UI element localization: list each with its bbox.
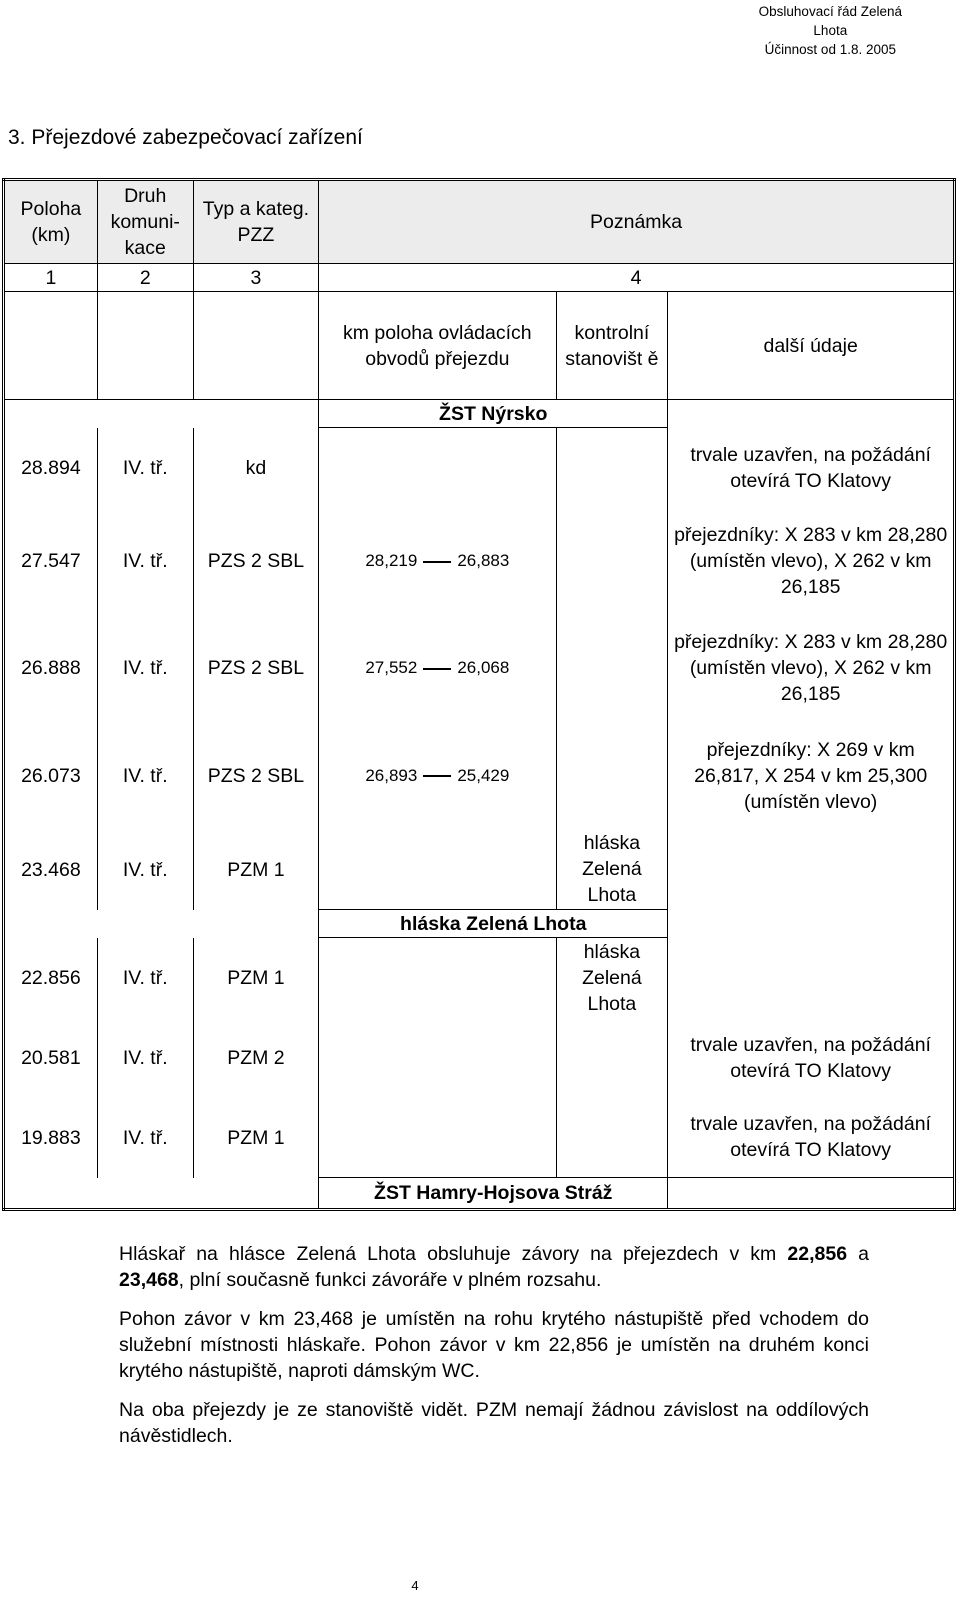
row-note: trvale uzavřen, na požádání otevírá TO Klatovy (668, 1098, 955, 1178)
station-row (4, 910, 955, 938)
table-row: 20.581 IV. tř. PZM 2 trvale uzavřen, na požádání otevírá TO Klatovy (4, 1018, 955, 1098)
row-note: přejezdníky: X 283 v km 28,280 (umístěn vlevo), X 262 v km 26,185 (668, 615, 955, 722)
row-kontrolni: hláska Zelená Lhota (556, 830, 668, 910)
table-header-row (4, 180, 955, 264)
table-index-row (4, 264, 955, 292)
col-index: 4 (319, 264, 955, 292)
km-pair: 27,552 26,068 (319, 615, 556, 722)
table-subheader-row (4, 292, 955, 400)
row-note: přejezdníky: X 283 v km 28,280 (umístěn vlevo), X 262 v km 26,185 (668, 508, 955, 615)
document-header (759, 2, 902, 59)
table-row: 28.894 IV. tř. kd trvale uzavřen, na požádání otevírá TO Klatovy (4, 428, 955, 508)
col-header-poloha: Poloha (km) (4, 180, 98, 264)
subheader-km-poloha: km poloha ovládacích obvodů přejezdu (319, 292, 556, 400)
row-note: přejezdníky: X 269 v km 26,817, X 254 v km 25,300 (umístěn vlevo) (668, 722, 955, 830)
col-index: 2 (97, 264, 193, 292)
col-index: 3 (193, 264, 319, 292)
station-mid: hláska Zelená Lhota (319, 910, 668, 938)
subheader-dalsi: další údaje (668, 292, 955, 400)
header-line-1: Obsluhovací řád Zelená (758, 4, 902, 19)
paragraph-3: Na oba přejezdy je ze stanoviště vidět. PZM nemají žádnou závislost na oddílových návěstidlech. (119, 1399, 869, 1447)
table-row: 26.888 IV. tř. PZS 2 SBL 27,552 26,068 přejezdníky: X 283 v km 28,280 (umístěn vlevo), X 262 v km 26,185 (4, 615, 955, 722)
col-index: 1 (4, 264, 98, 292)
paragraph-2: Pohon závor v km 23,468 je umístěn na rohu krytého nástupiště před vchodem do služební místnosti hláskaře. Pohon závor v km 22,856 je umístěn na druhém konci krytého nástupiště, naproti dámským WC. (119, 1308, 869, 1382)
km-pair: 26,893 25,429 (319, 722, 556, 830)
col-header-druh: Druh komuni-kace (97, 180, 193, 264)
station-bottom: ŽST Hamry-Hojsova Stráž (319, 1178, 668, 1210)
station-row (4, 1178, 955, 1210)
col-header-typ: Typ a kateg. PZZ (193, 180, 319, 264)
section-title: 3. Přejezdové zabezpečovací zařízení (8, 126, 363, 149)
row-kontrolni: hláska Zelená Lhota (556, 938, 668, 1018)
station-top: ŽST Nýrsko (319, 400, 668, 428)
col-header-poznamka: Poznámka (319, 180, 955, 264)
header-line-3: Účinnost od 1.8. 2005 (764, 42, 896, 57)
station-row (4, 400, 955, 428)
notes-section (119, 1241, 869, 1462)
subheader-kontrolni: kontrolní stanovišt ě (556, 292, 668, 400)
table-row: 23.468 IV. tř. PZM 1 hláska Zelená Lhota (4, 830, 955, 910)
row-note: trvale uzavřen, na požádání otevírá TO Klatovy (668, 428, 955, 508)
page-number: 4 (411, 1578, 419, 1593)
header-line-2: Lhota (813, 23, 848, 38)
row-note: trvale uzavřen, na požádání otevírá TO Klatovy (668, 1018, 955, 1098)
paragraph-1: Hláskař na hlásce Zelená Lhota obsluhuje závory na přejezdech v km 22,856 a 23,468, plní současně funkci závoráře v plném rozsahu. (119, 1243, 870, 1291)
level-crossing-table (2, 178, 956, 1211)
table-row: 22.856 IV. tř. PZM 1 hláska Zelená Lhota (4, 938, 955, 1018)
table-row: 27.547 IV. tř. PZS 2 SBL 28,219 26,883 přejezdníky: X 283 v km 28,280 (umístěn vlevo), X 262 v km 26,185 (4, 508, 955, 615)
table-row: 19.883 IV. tř. PZM 1 trvale uzavřen, na požádání otevírá TO Klatovy (4, 1098, 955, 1178)
table-row: 26.073 IV. tř. PZS 2 SBL 26,893 25,429 přejezdníky: X 269 v km 26,817, X 254 v km 25,300 (umístěn vlevo) (4, 722, 955, 830)
km-pair: 28,219 26,883 (319, 508, 556, 615)
